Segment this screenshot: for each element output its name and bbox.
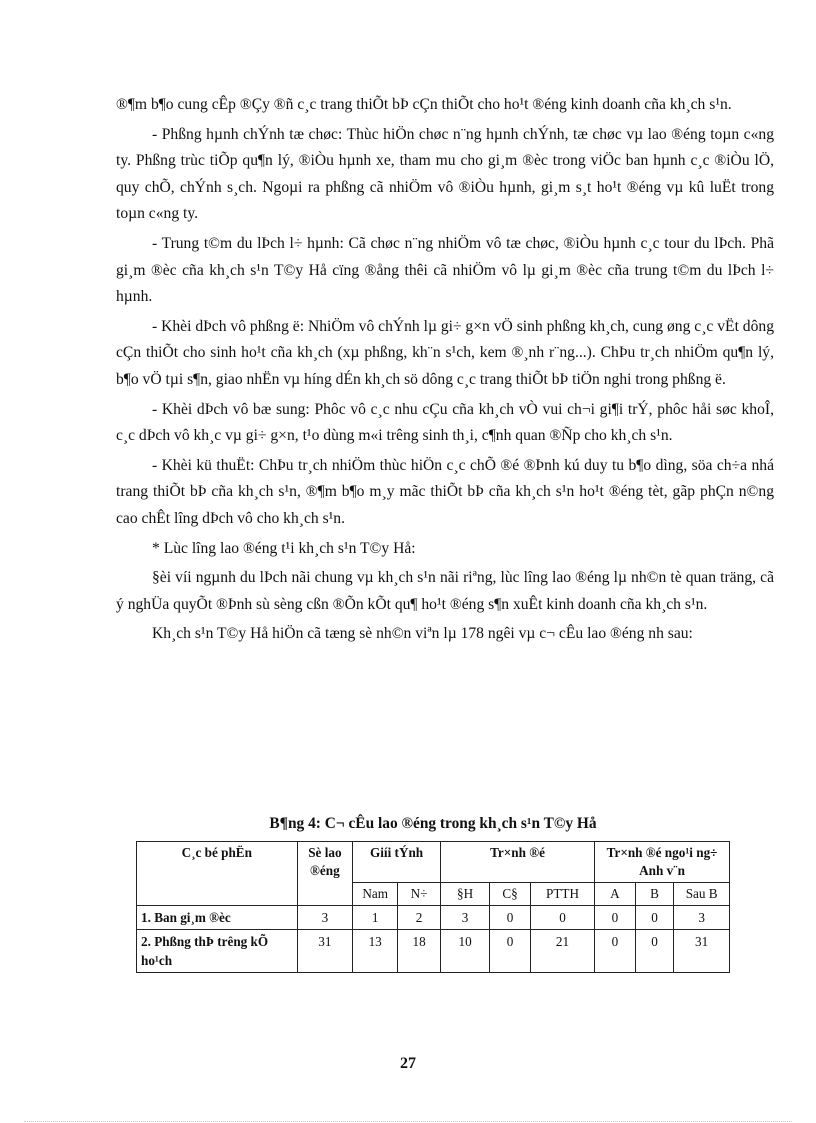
table-cell: 0 <box>635 906 674 930</box>
table-cell: 3 <box>440 906 489 930</box>
header-count: Sè lao ®éng <box>297 842 353 906</box>
table-cell: 0 <box>530 906 594 930</box>
table-cell: 10 <box>440 930 489 973</box>
paragraph: - Khèi kü thuËt: ChÞu tr¸ch nhiÖm thùc hiÖn c¸c chÕ ®é ®Þnh kú duy tu b¶o dìng, söa ch÷a nhá trang thiÕt bÞ cña kh¸ch s¹n, ®¶m b¶o m¸y mãc thiÕt bÞ cña kh¸ch s¹n ho¹t ®éng tèt, gãp phÇn n©ng cao chÊt lîng dÞch vô cho kh¸ch s¹n. <box>116 456 774 527</box>
footer-divider <box>24 1121 792 1122</box>
table-cell: 0 <box>595 906 636 930</box>
header-education: Tr×nh ®é <box>440 842 594 883</box>
subheader-university: §H <box>440 883 489 906</box>
subheader-female: N÷ <box>398 883 441 906</box>
paragraph: - Phßng hµnh chÝnh tæ chøc: Thùc hiÖn chøc n¨ng hµnh chÝnh, tæ chøc vµ lao ®éng toµn c«ng ty. Phßng trùc tiÕp qu¶n lý, ®iÒu hµnh xe, tham mu cho gi¸m ®èc trong viÖc ban hµnh c¸c ®iÒu lÖ, quy chÕ, chÝnh s¸ch. Ngoµi ra phßng cã nhiÖm vô ®iÒu hµnh, gi¸m s¸t ho¹t ®éng vµ kû luËt trong toµn c«ng ty. <box>116 125 774 223</box>
table-cell: 3 <box>674 906 730 930</box>
subheader-above-b: Sau B <box>674 883 730 906</box>
table-row <box>137 930 730 973</box>
paragraph: - Khèi dÞch vô phßng ë: NhiÖm vô chÝnh lµ gi÷ g×n vÖ sinh phßng kh¸ch, cung øng c¸c vËt dông cÇn thiÕt cho sinh ho¹t cña kh¸ch (xµ phßng, kh¨n s¹ch, kem ®¸nh r¨ng...). ChÞu tr¸ch nhiÖm qu¶n lý, b¶o vÖ tµi s¶n, giao nhËn vµ híng dÉn kh¸ch sö dông c¸c trang thiÕt bÞ tiÖn nghi trong phßng ë. <box>116 317 774 388</box>
table-cell: 0 <box>635 930 674 973</box>
subheader-highschool: PTTH <box>530 883 594 906</box>
header-english: Tr×nh ®é ngo¹i ng÷ Anh v¨n <box>595 842 730 883</box>
body-text <box>116 92 774 651</box>
subheader-college: C§ <box>490 883 531 906</box>
paragraph: * Lùc lîng lao ®éng t¹i kh¸ch s¹n T©y Hå: <box>152 539 416 557</box>
paragraph: Kh¸ch s¹n T©y Hå hiÖn cã tæng sè nh©n viªn lµ 178 ngêi vµ c¬ cÊu lao ®éng nh sau: <box>152 625 693 643</box>
header-gender: Giíi tÝnh <box>353 842 441 883</box>
row-label: 2. Phßng thÞ trêng kÕ ho¹ch <box>137 930 298 973</box>
table-cell: 1 <box>353 906 398 930</box>
paragraph: §èi víi ngµnh du lÞch nãi chung vµ kh¸ch s¹n nãi riªng, lùc lîng lao ®éng lµ nh©n tè quan träng, cã ý nghÜa quyÕt ®Þnh sù sèng cßn ®Õn kÕt qu¶ ho¹t ®éng s¶n xuÊt kinh doanh cña kh¸ch s¹n. <box>116 569 774 613</box>
table-row <box>137 906 730 930</box>
row-label: 1. Ban gi¸m ®èc <box>137 906 298 930</box>
table-cell: 18 <box>398 930 441 973</box>
subheader-level-a: A <box>595 883 636 906</box>
table-cell: 0 <box>490 906 531 930</box>
table-cell: 31 <box>674 930 730 973</box>
table-cell: 2 <box>398 906 441 930</box>
table-caption: B¶ng 4: C¬ cÊu lao ®éng trong kh¸ch s¹n T©y Hå <box>269 815 597 832</box>
subheader-level-b: B <box>635 883 674 906</box>
table-cell: 0 <box>490 930 531 973</box>
table-cell: 31 <box>297 930 353 973</box>
labor-structure-table <box>136 841 730 973</box>
table-cell: 13 <box>353 930 398 973</box>
subheader-male: Nam <box>353 883 398 906</box>
table-header-row <box>137 842 730 883</box>
table-cell: 21 <box>530 930 594 973</box>
page-number: 27 <box>400 1055 416 1072</box>
table-cell: 0 <box>595 930 636 973</box>
paragraph: - Trung t©m du lÞch l÷ hµnh: Cã chøc n¨ng nhiÖm vô tæ chøc, ®iÒu hµnh c¸c tour du lÞch. Phã gi¸m ®èc cña kh¸ch s¹n T©y Hå cïng ®ång thêi cã nhiÖm vô lµ gi¸m ®èc cña trung t©m du lÞch l÷ hµnh. <box>116 234 774 306</box>
header-parts: C¸c bé phËn <box>137 842 298 906</box>
paragraph: ®¶m b¶o cung cÊp ®Çy ®ñ c¸c trang thiÕt bÞ cÇn thiÕt cho ho¹t ®éng kinh doanh cña kh¸ch s¹n. <box>116 96 732 113</box>
paragraph: - Khèi dÞch vô bæ sung: Phôc vô c¸c nhu cÇu cña kh¸ch vÒ vui ch¬i gi¶i trÝ, phôc håi søc khoÎ, c¸c dÞch vô kh¸c vµ gi÷ g×n, t¹o dùng m«i trêng sinh th¸i, c¶nh quan ®Ñp cho kh¸ch s¹n. <box>116 400 774 445</box>
table-cell: 3 <box>297 906 353 930</box>
